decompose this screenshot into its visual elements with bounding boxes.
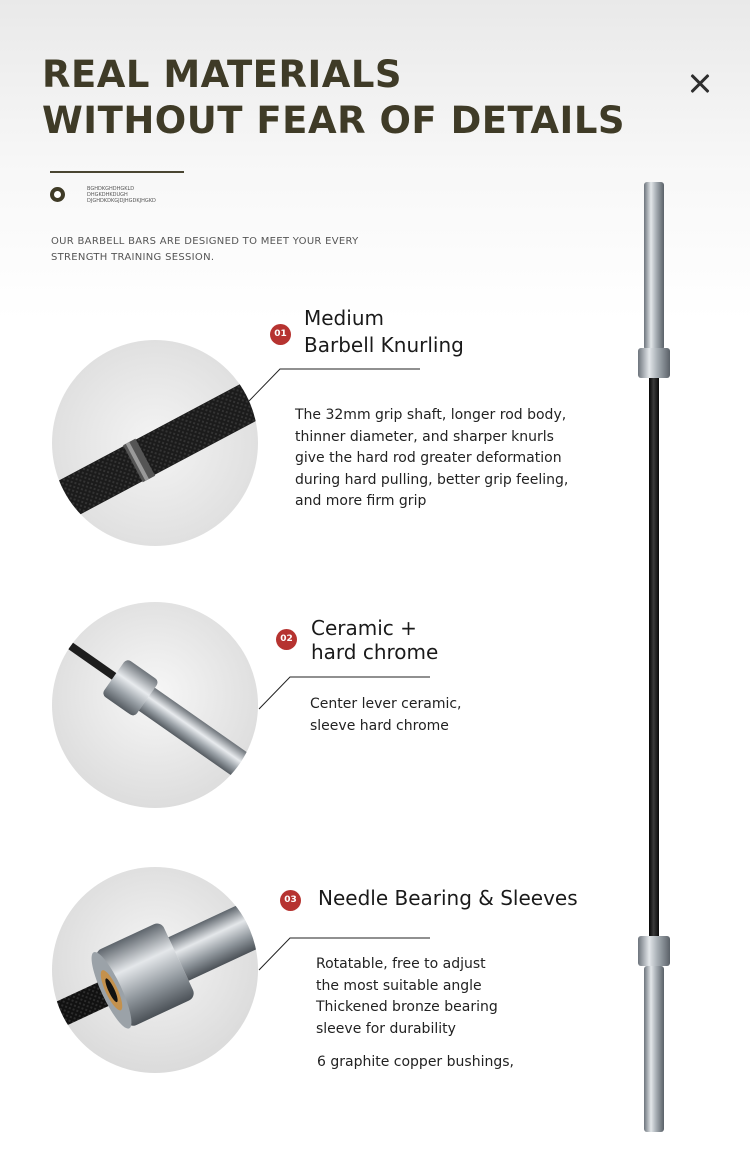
close-icon[interactable] — [686, 70, 714, 98]
page-headline — [42, 52, 625, 144]
ceramic-chrome-closeup-image — [52, 602, 258, 808]
feature-title-02-line-2: hard chrome — [311, 640, 439, 664]
feature-title-01 — [304, 305, 464, 359]
intro-line-2: STRENGTH TRAINING SESSION. — [51, 252, 215, 263]
feature-desc-03-line: sleeve for durability — [316, 1020, 456, 1037]
tiny-caption-line-2: DHGKDHKDUGH — [87, 192, 128, 198]
barbell-image — [630, 180, 680, 1135]
decorative-divider — [50, 171, 184, 173]
feature-title-01-line-1: Medium — [304, 306, 384, 330]
feature-desc-01-line: The 32mm grip shaft, longer rod body, — [295, 407, 567, 423]
feature-number-badge-02: 02 — [276, 629, 297, 650]
tiny-caption-line-1: BGHDKGHDHGKLD — [87, 186, 135, 192]
tiny-caption-line-3: DJGHDKDKGJDJHGDKJHGKD — [87, 198, 156, 204]
feature-desc-03-line: Rotatable, free to adjust — [316, 956, 486, 972]
feature-desc-01-line: thinner diameter, and sharper knurls — [295, 428, 554, 445]
feature-desc-03-line: Thickened bronze bearing — [316, 999, 498, 1015]
tiny-caption — [87, 186, 156, 204]
feature-number-badge-01: 01 — [270, 324, 291, 345]
feature-title-02-line-1: Ceramic + — [311, 616, 417, 640]
headline-line-1: REAL MATERIALS — [42, 53, 403, 96]
feature-title-03: Needle Bearing & Sleeves — [318, 886, 578, 910]
feature-desc-01-line: give the hard rod greater deformation — [295, 450, 562, 466]
feature-title-01-line-2: Barbell Knurling — [304, 333, 464, 357]
feature-desc-03 — [316, 954, 498, 1040]
leader-line-01 — [248, 368, 423, 403]
intro-text — [51, 234, 371, 266]
intro-line-1: OUR BARBELL BARS ARE DESIGNED TO MEET YOUR EVERY — [51, 236, 359, 247]
knurling-closeup-image — [52, 340, 258, 546]
bearing-sleeve-closeup-image — [52, 867, 258, 1073]
ring-icon — [50, 187, 65, 202]
feature-desc-03-line: the most suitable angle — [316, 977, 482, 994]
feature-desc-01 — [295, 405, 568, 513]
feature-number-badge-03: 03 — [280, 890, 301, 911]
feature-desc-02 — [310, 694, 462, 737]
feature-desc-01-line: and more firm grip — [295, 493, 427, 509]
feature-desc-02-line: Center lever ceramic, — [310, 696, 462, 712]
feature-desc-01-line: during hard pulling, better grip feeling, — [295, 471, 569, 488]
feature-title-02 — [311, 616, 438, 664]
feature-extra-03: 6 graphite copper bushings, — [317, 1054, 514, 1070]
feature-desc-02-line: sleeve hard chrome — [310, 717, 449, 734]
headline-line-2: WITHOUT FEAR OF DETAILS — [42, 99, 626, 142]
